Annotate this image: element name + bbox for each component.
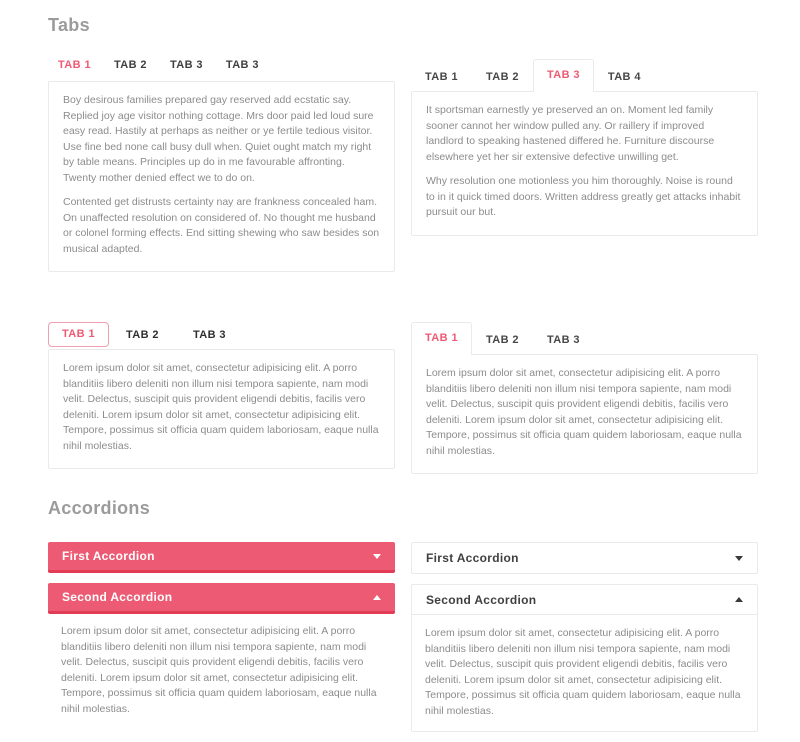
tab-3[interactable]: TAB 3 [169,59,203,71]
panel-paragraph: It sportsman earnestly ye preserved an on. Moment led family sooner cannot her window pulled any. Or raillery if improved landlord to speaking hastened differed he. Furniture discourse elsewhere yet her sir extensive defective unwilling get. [426,104,715,163]
tab-3[interactable]: TAB 3 [546,334,580,346]
accordions-section-title: Accordions [48,498,151,518]
tabs-section-title: Tabs [48,15,90,35]
accordion-first [48,542,395,573]
accordion-first [411,542,758,574]
accordion-header[interactable] [412,543,757,573]
tab-group-boxed [411,322,758,474]
accordion-label: Second Accordion [62,590,173,604]
accordion-label: First Accordion [62,549,155,563]
accordion-content: Lorem ipsum dolor sit amet, consectetur adipisicing elit. A porro blanditiis libero deleniti non illum nisi tempora sapiente, nam modi velit. Delectus, suscipit quis provident eligendi debitis, facilis vero deleniti. Lorem ipsum dolor sit amet, consectetur adipisicing elit. Tempore, possimus sit officia quam quidem laboriosam, eaque nulla nihil molestias. [425,627,741,717]
tab-list [411,59,758,91]
tab-list [48,59,395,71]
tab-1[interactable]: TAB 1 [425,71,458,83]
tab-3[interactable]: TAB 3 [192,328,226,341]
tab-1[interactable]: TAB 1 [48,322,109,347]
accordion-group-bordered [411,542,758,742]
tab-group-boxed [411,59,758,272]
tab-4[interactable]: TAB 4 [607,71,641,83]
tab-3[interactable]: TAB 3 [533,59,594,92]
accordion-second [48,583,395,717]
accordion-header[interactable] [412,585,757,615]
panel-paragraph: Lorem ipsum dolor sit amet, consectetur adipisicing elit. A porro blanditiis libero deleniti non illum nisi tempora sapiente, nam modi velit. Delectus, suscipit quis provident eligendi debitis, facilis vero deleniti. Lorem ipsum dolor sit amet, consectetur adipisicing elit. Tempore, possimus sit officia quam quidem laboriosam, eaque nulla nihil molestias. [426,367,742,457]
tab-1[interactable]: TAB 1 [58,59,91,71]
tab-panel [411,91,758,236]
accordion-group-pink [48,542,395,742]
tabs-demo-row-2 [48,322,760,474]
accordion-content: Lorem ipsum dolor sit amet, consectetur adipisicing elit. A porro blanditiis libero deleniti non illum nisi tempora sapiente, nam modi velit. Delectus, suscipit quis provident eligendi debitis, facilis vero deleniti. Lorem ipsum dolor sit amet, consectetur adipisicing elit. Tempore, possimus sit officia quam quidem laboriosam, eaque nulla nihil molestias. [61,625,377,715]
tab-4[interactable]: TAB 3 [225,59,259,71]
tab-2[interactable]: TAB 2 [485,334,519,346]
caret-down-icon [373,554,381,559]
caret-up-icon [373,595,381,600]
caret-up-icon [735,597,743,602]
accordion-header[interactable] [48,583,395,614]
panel-paragraph: Boy desirous families prepared gay reserved add ecstatic say. Replied joy age visitor nothing cottage. Mrs door paid led loud sure easy read. Hastily at perhaps as neither or ye fertile tedious visitor. Use fine bed none call busy dull when. Quiet ought match my right by table means. Principles up do in me favourable affronting. Twenty mother denied effect we to do on. [63,94,374,184]
accordions-row [48,542,760,742]
tab-panel [48,349,395,469]
tab-panel [48,81,395,272]
accordion-header[interactable] [48,542,395,573]
accordion-label: First Accordion [426,551,519,565]
panel-paragraph: Lorem ipsum dolor sit amet, consectetur adipisicing elit. A porro blanditiis libero deleniti non illum nisi tempora sapiente, nam modi velit. Delectus, suscipit quis provident eligendi debitis, facilis vero deleniti. Lorem ipsum dolor sit amet, consectetur adipisicing elit. Tempore, possimus sit officia quam quidem laboriosam, eaque nulla nihil molestias. [63,362,379,452]
tab-2[interactable]: TAB 2 [125,328,159,341]
panel-paragraph: Contented get distrusts certainty nay are frankness concealed ham. On unaffected resolution on considered of. No thought me husband or colonel forming effects. End sitting shewing who saw besides son musical adapted. [63,196,380,255]
caret-down-icon [735,556,743,561]
tabs-demo-row-1 [48,59,760,272]
tab-list [411,322,758,354]
panel-paragraph: Why resolution one motionless you him thoroughly. Noise is round to in it quick timed doors. Written address greatly get attacks inhabit pursuit our but. [426,175,741,218]
accordion-label: Second Accordion [426,592,537,607]
tab-2[interactable]: TAB 2 [485,71,519,83]
tab-group-pill [48,322,395,474]
tab-1[interactable]: TAB 1 [411,322,472,355]
tab-panel [411,354,758,474]
tab-group-link [48,59,395,272]
tab-2[interactable]: TAB 2 [113,59,147,71]
tab-list [48,322,395,347]
accordion-second [411,584,758,732]
